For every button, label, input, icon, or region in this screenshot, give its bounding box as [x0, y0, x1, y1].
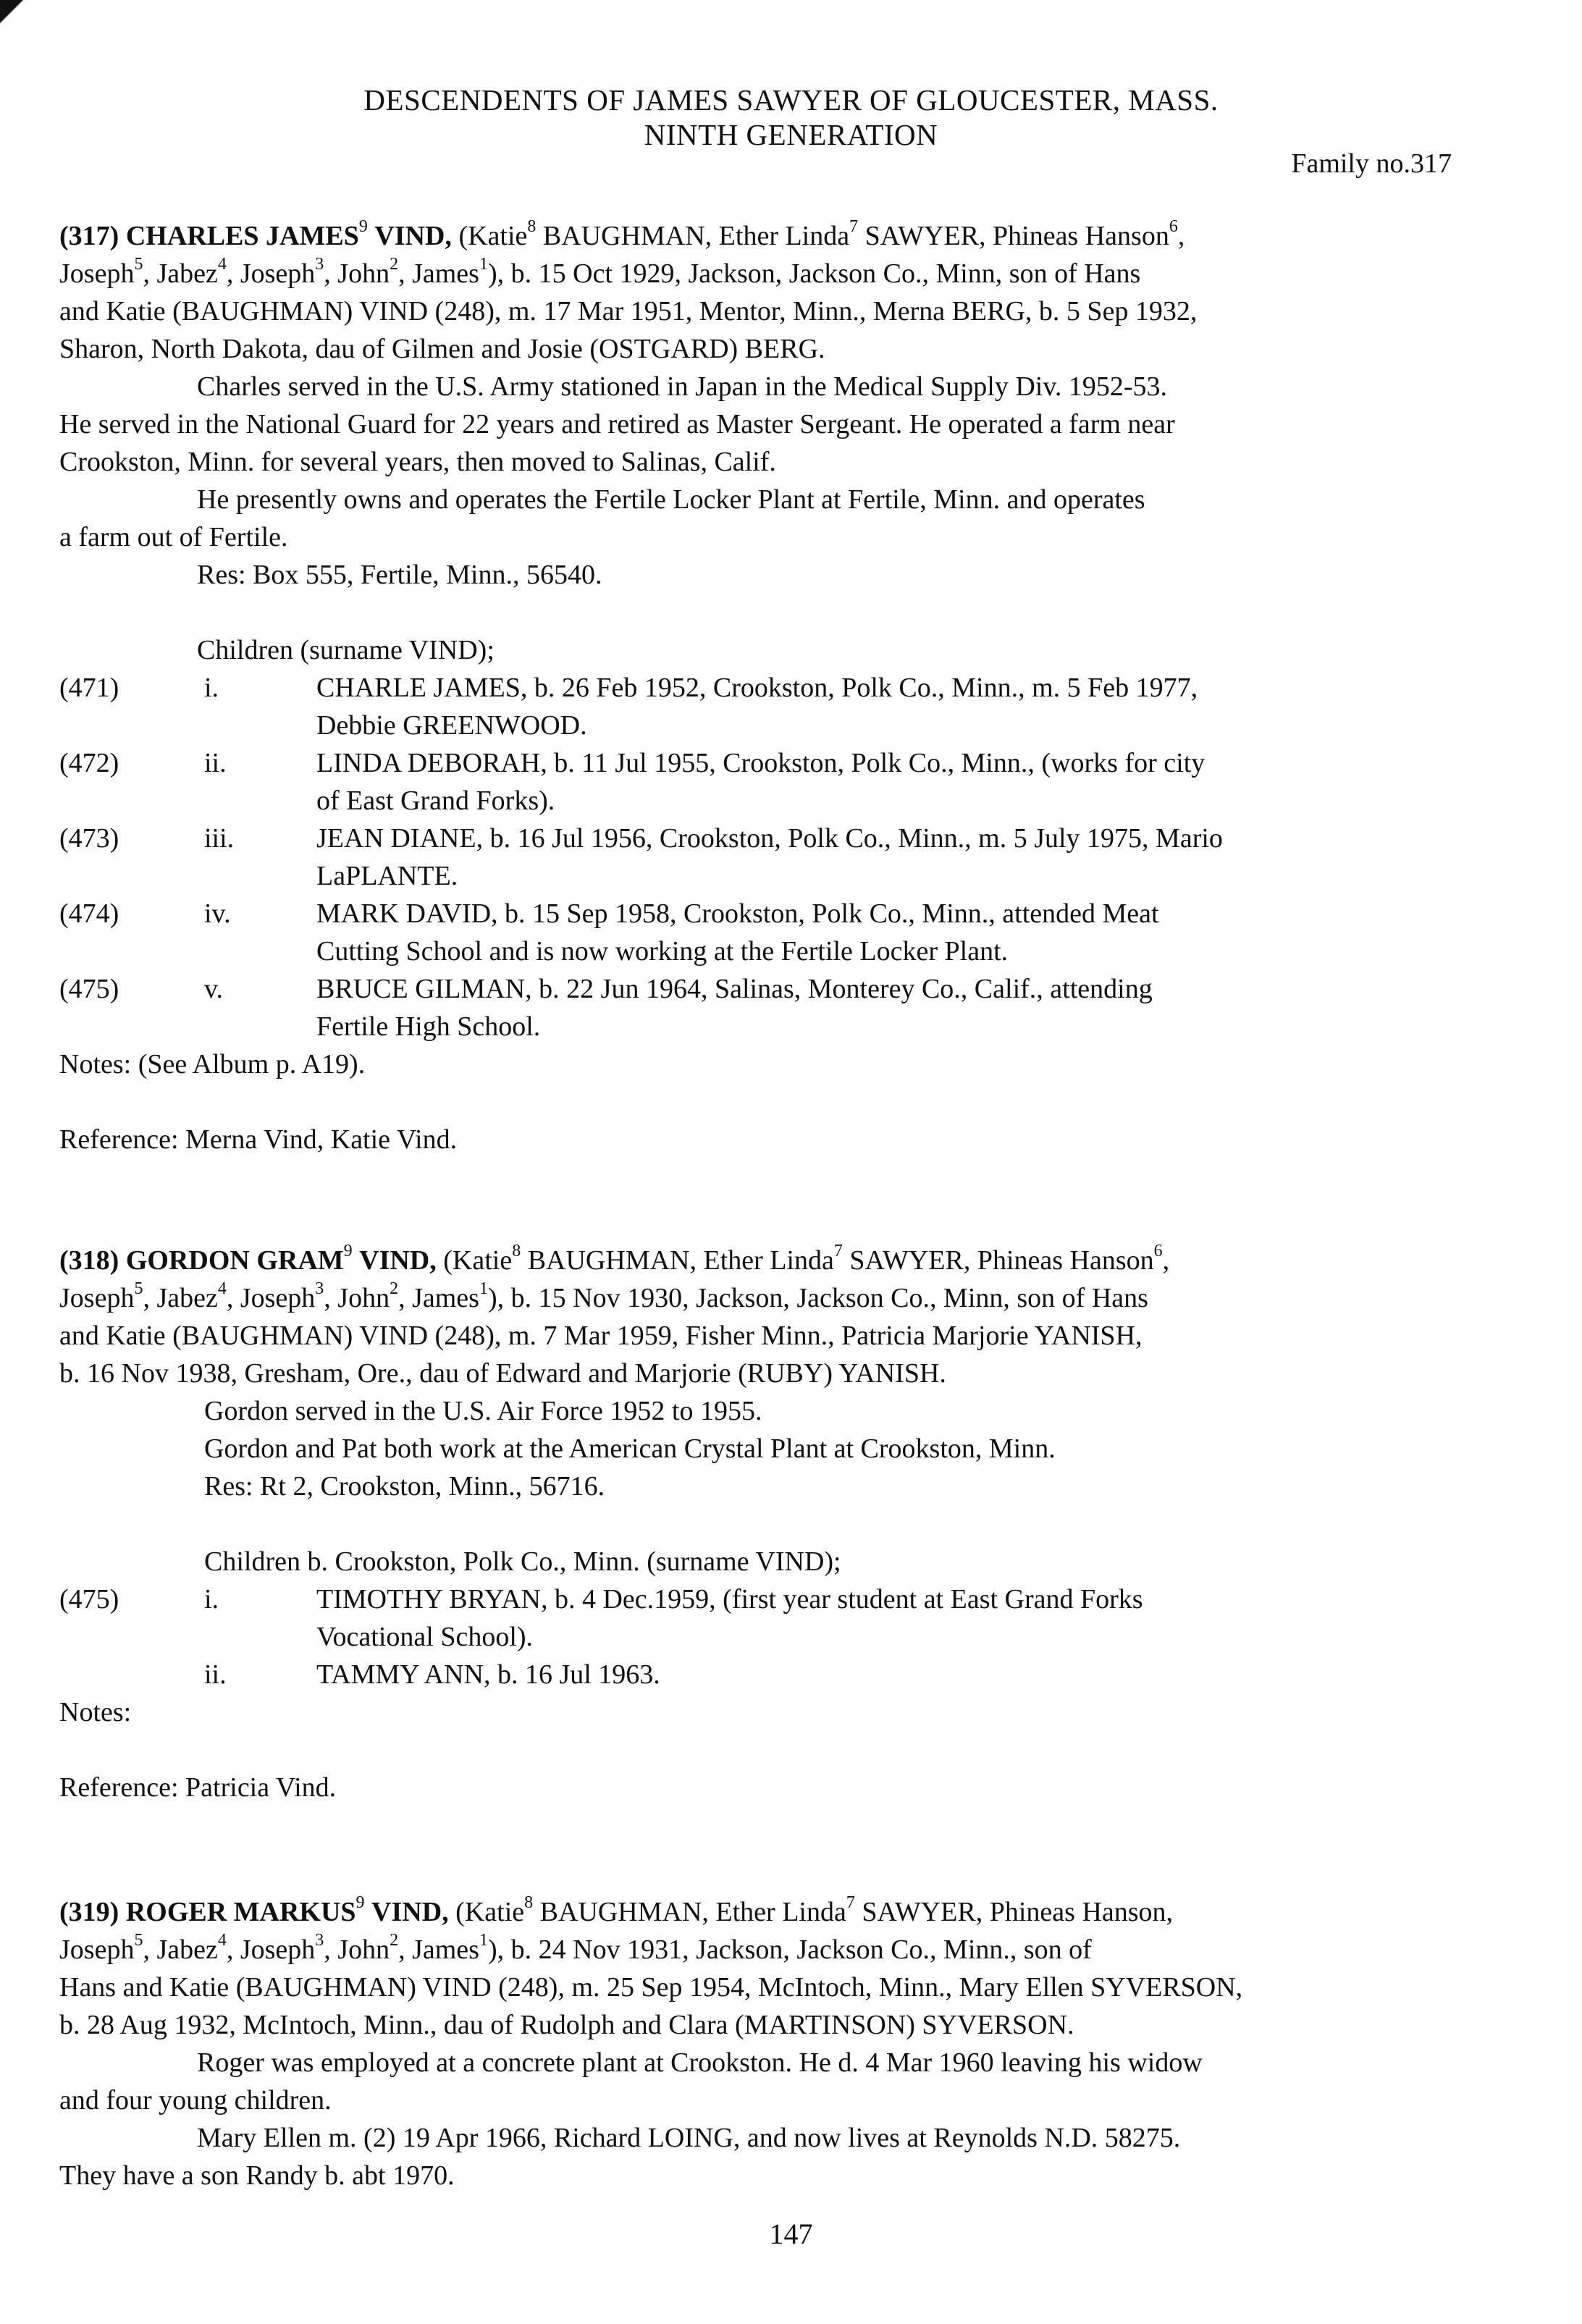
lineage-text: SAWYER, Phineas Hanson — [842, 1245, 1154, 1276]
child-number: (475) — [59, 1584, 119, 1614]
lineage-text: ), b. 24 Nov 1931, Jackson, Jackson Co., Minn., son of — [487, 1934, 1092, 1965]
lineage-sup: 5 — [134, 1931, 143, 1950]
child-row — [59, 1656, 1529, 1693]
child-text: CHARLE JAMES, b. 26 Feb 1952, Crookston, Polk Co., Minn., m. 5 Feb 1977, — [316, 673, 1198, 703]
entry-name: ROGER MARKUS — [125, 1897, 356, 1927]
lineage-text: SAWYER, Phineas Hanson — [858, 221, 1169, 251]
residence-line: Res: Rt 2, Crookston, Minn., 56716. — [204, 1471, 605, 1502]
child-text-cont: LaPLANTE. — [316, 861, 458, 891]
entry-id: (319) — [59, 1897, 119, 1927]
lineage-text: , Jabez — [143, 258, 218, 289]
lineage-text: , Joseph — [226, 1283, 316, 1313]
bio-paragraph: Gordon served in the U.S. Air Force 1952 to 1955. — [204, 1396, 762, 1426]
lineage-text: , John — [324, 258, 390, 289]
lineage-text: ), b. 15 Nov 1930, Jackson, Jackson Co., Minn, son of Hans — [487, 1283, 1148, 1313]
reference-line: Reference: Patricia Vind. — [59, 1772, 337, 1803]
lineage-text: (Katie — [436, 1245, 513, 1276]
lineage-sup: 3 — [315, 255, 324, 274]
lineage-text: (Katie — [448, 1897, 525, 1927]
child-roman: iii. — [204, 823, 235, 854]
bio-paragraph: They have a son Randy b. abt 1970. — [59, 2160, 455, 2191]
generation-sup: 9 — [355, 1893, 365, 1912]
bio-paragraph: He served in the National Guard for 22 years and retired as Master Sergeant. He operated a farm near — [59, 409, 1175, 439]
child-number: (475) — [59, 974, 119, 1004]
lineage-sup: 1 — [479, 255, 488, 274]
child-number: (471) — [59, 673, 119, 703]
child-roman: i. — [204, 1584, 219, 1614]
entry-name: GORDON GRAM — [125, 1245, 344, 1276]
child-text-cont: Vocational School). — [316, 1622, 534, 1652]
lineage-sup: 4 — [217, 1279, 227, 1298]
lineage-sup: 7 — [833, 1242, 843, 1260]
marriage-line: and Katie (BAUGHMAN) VIND (248), m. 17 Mar 1951, Mentor, Minn., Merna BERG, b. 5 Sep 1932, — [59, 296, 1198, 327]
lineage-text: Joseph — [59, 1934, 135, 1965]
lineage-text: BAUGHMAN, Ether Linda — [536, 221, 850, 251]
lineage-text: (Katie — [451, 221, 528, 251]
child-row — [59, 744, 1529, 782]
notes-line: Notes: (See Album p. A19). — [59, 1049, 366, 1079]
spouse-line: b. 28 Aug 1932, McIntoch, Minn., dau of Rudolph and Clara (MARTINSON) SYVERSON. — [59, 2010, 1074, 2040]
bio-paragraph: Charles served in the U.S. Army stationed in Japan in the Medical Supply Div. 1952-53. — [197, 371, 1168, 402]
child-text: BRUCE GILMAN, b. 22 Jun 1964, Salinas, Monterey Co., Calif., attending — [316, 974, 1153, 1004]
lineage-line — [59, 1279, 1529, 1317]
lineage-sup: 5 — [134, 1279, 143, 1298]
bio-paragraph: Roger was employed at a concrete plant at Crookston. He d. 4 Mar 1960 leaving his widow — [197, 2047, 1203, 2078]
marriage-line: Hans and Katie (BAUGHMAN) VIND (248), m. 25 Sep 1954, McIntoch, Minn., Mary Ellen SYVERSON, — [59, 1972, 1243, 2003]
child-text-cont: Debbie GREENWOOD. — [316, 710, 587, 741]
entry-surname: VIND, — [374, 221, 452, 251]
lineage-sup: 4 — [217, 255, 227, 274]
bio-paragraph: Gordon and Pat both work at the American Crystal Plant at Crookston, Minn. — [204, 1433, 1056, 1464]
bio-paragraph: a farm out of Fertile. — [59, 522, 288, 552]
bio-paragraph: and four young children. — [59, 2085, 332, 2115]
lineage-text: Joseph — [59, 258, 135, 289]
lineage-sup: 7 — [846, 1893, 855, 1912]
lineage-text: BAUGHMAN, Ether Linda — [521, 1245, 834, 1276]
lineage-text: , — [1177, 221, 1185, 251]
residence-line: Res: Box 555, Fertile, Minn., 56540. — [197, 560, 602, 590]
entry-surname: VIND, — [371, 1897, 449, 1927]
spouse-line: b. 16 Nov 1938, Gresham, Ore., dau of Edward and Marjorie (RUBY) YANISH. — [59, 1358, 946, 1389]
lineage-text: , — [1162, 1245, 1170, 1276]
entry-heading — [59, 1242, 1529, 1279]
child-row — [59, 1580, 1529, 1618]
child-number: (474) — [59, 898, 119, 929]
page-corner-mark — [0, 0, 29, 29]
lineage-text: , John — [324, 1283, 390, 1313]
children-intro: Children b. Crookston, Polk Co., Minn. (surname VIND); — [204, 1546, 841, 1577]
lineage-sup: 8 — [524, 1893, 534, 1912]
lineage-text: , Jabez — [143, 1283, 218, 1313]
lineage-line — [59, 1931, 1529, 1969]
lineage-sup: 6 — [1169, 217, 1178, 236]
lineage-text: , James — [398, 1283, 479, 1313]
lineage-text: , Joseph — [226, 258, 316, 289]
bio-paragraph: He presently owns and operates the Fertile Locker Plant at Fertile, Minn. and operates — [197, 484, 1145, 515]
lineage-text: , James — [398, 1934, 479, 1965]
child-text: JEAN DIANE, b. 16 Jul 1956, Crookston, Polk Co., Minn., m. 5 July 1975, Mario — [316, 823, 1223, 854]
child-roman: iv. — [204, 898, 231, 929]
lineage-sup: 1 — [479, 1279, 488, 1298]
bio-paragraph: Crookston, Minn. for several years, then moved to Salinas, Calif. — [59, 447, 776, 477]
lineage-text: , Jabez — [143, 1934, 218, 1965]
family-number: Family no.317 — [1291, 148, 1452, 179]
marriage-line: and Katie (BAUGHMAN) VIND (248), m. 7 Mar 1959, Fisher Minn., Patricia Marjorie YANISH, — [59, 1321, 1143, 1351]
entry-heading — [59, 1893, 1529, 1931]
entry-surname: VIND, — [359, 1245, 437, 1276]
child-row — [59, 970, 1529, 1008]
entry-id: (317) — [59, 221, 119, 251]
lineage-sup: 8 — [512, 1242, 521, 1260]
child-row — [59, 895, 1529, 932]
lineage-sup: 4 — [217, 1931, 227, 1950]
lineage-text: , Joseph — [226, 1934, 316, 1965]
child-roman: ii. — [204, 748, 227, 778]
lineage-sup: 7 — [849, 217, 859, 236]
generation-sup: 9 — [358, 217, 368, 236]
page-subtitle: NINTH GENERATION — [644, 118, 938, 151]
child-number: (473) — [59, 823, 119, 854]
notes-line: Notes: — [59, 1697, 132, 1727]
page-title: DESCENDENTS OF JAMES SAWYER OF GLOUCESTER, MASS. — [363, 83, 1219, 117]
entry-317 — [59, 217, 1529, 1158]
lineage-sup: 2 — [390, 1931, 399, 1950]
child-text-cont: Cutting School and is now working at the Fertile Locker Plant. — [316, 936, 1009, 967]
lineage-text: BAUGHMAN, Ether Linda — [533, 1897, 846, 1927]
lineage-text: , John — [324, 1934, 390, 1965]
child-text: TAMMY ANN, b. 16 Jul 1963. — [316, 1659, 660, 1690]
lineage-text: ), b. 15 Oct 1929, Jackson, Jackson Co., Minn, son of Hans — [487, 258, 1141, 289]
child-roman: v. — [204, 974, 224, 1004]
generation-sup: 9 — [343, 1242, 353, 1260]
entry-id: (318) — [59, 1245, 119, 1276]
lineage-sup: 2 — [390, 255, 399, 274]
lineage-sup: 8 — [527, 217, 537, 236]
children-intro: Children (surname VIND); — [197, 635, 495, 665]
lineage-text: , James — [398, 258, 479, 289]
reference-line: Reference: Merna Vind, Katie Vind. — [59, 1124, 458, 1155]
entry-name: CHARLES JAMES — [125, 221, 359, 251]
child-text: LINDA DEBORAH, b. 11 Jul 1955, Crookston, Polk Co., Minn., (works for city — [316, 748, 1206, 778]
lineage-sup: 1 — [479, 1931, 488, 1950]
lineage-text: SAWYER, Phineas Hanson, — [854, 1897, 1174, 1927]
entry-319 — [59, 1893, 1529, 2194]
child-text: TIMOTHY BRYAN, b. 4 Dec.1959, (first year student at East Grand Forks — [316, 1584, 1143, 1614]
child-text: MARK DAVID, b. 15 Sep 1958, Crookston, Polk Co., Minn., attended Meat — [316, 898, 1159, 929]
spouse-line: Sharon, North Dakota, dau of Gilmen and Josie (OSTGARD) BERG. — [59, 334, 825, 364]
child-text-cont: Fertile High School. — [316, 1011, 541, 1042]
lineage-sup: 6 — [1153, 1242, 1163, 1260]
child-row — [59, 669, 1529, 707]
lineage-text: Joseph — [59, 1283, 135, 1313]
entry-heading — [59, 217, 1529, 255]
page-number: 147 — [769, 2218, 813, 2250]
lineage-sup: 3 — [315, 1931, 324, 1950]
lineage-line — [59, 255, 1529, 292]
entry-318 — [59, 1242, 1529, 1806]
child-text-cont: of East Grand Forks). — [316, 786, 555, 816]
child-number: (472) — [59, 748, 119, 778]
lineage-sup: 2 — [390, 1279, 399, 1298]
child-roman: ii. — [204, 1659, 227, 1690]
lineage-sup: 3 — [315, 1279, 324, 1298]
bio-paragraph: Mary Ellen m. (2) 19 Apr 1966, Richard LOING, and now lives at Reynolds N.D. 58275. — [197, 2123, 1181, 2153]
lineage-sup: 5 — [134, 255, 143, 274]
child-row — [59, 820, 1529, 857]
child-roman: i. — [204, 673, 219, 703]
